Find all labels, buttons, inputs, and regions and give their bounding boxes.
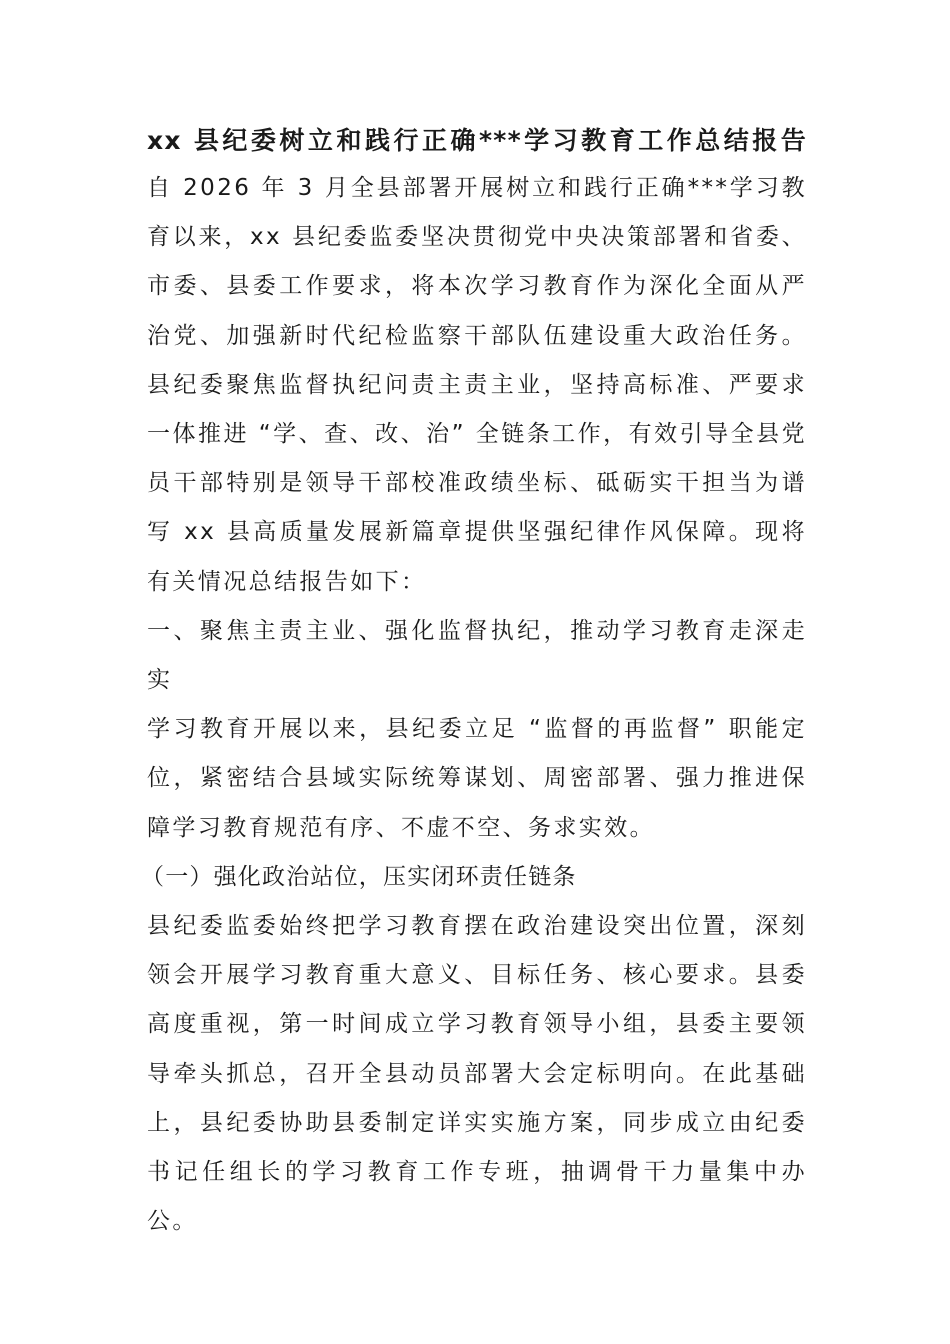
subsection-heading: （一）强化政治站位，压实闭环责任链条 [141, 863, 577, 890]
intro-paragraph: 自 2026 年 3 月全县部署开展树立和践行正确***学习教育以来，xx 县纪委监委坚决贯彻党中央决策部署和省委、市委、县委工作要求，将本次学习教育作为深化全面从严治党、加强新时代纪检监察干部队伍建设重大政治任务。县纪委聚焦监督执纪问责主责主业，坚持高标准、严要求一体推进 “学、查、改、治” 全链条工作，有效引导全县党员干部特别是领导干部校准政绩坐标、砥砺实干担当为谱写 xx 县高质量发展新篇章提供坚强纪律作风保障。现将有关情况总结报告如下： [147, 175, 807, 595]
subsection-paragraph: 县纪委监委始终把学习教育摆在政治建设突出位置，深刻领会开展学习教育重大意义、目标任务、核心要求。县委高度重视，第一时间成立学习教育领导小组，县委主要领导牵头抓总，召开全县动员部署大会定标明向。在此基础上，县纪委协助县委制定详实实施方案，同步成立由纪委书记任组长的学习教育工作专班，抽调骨干力量集中办公。 [147, 913, 807, 1235]
section-heading: 一、聚焦主责主业、强化监督执纪，推动学习教育走深走实 [147, 617, 807, 694]
document-title: xx 县纪委树立和践行正确***学习教育工作总结报告 [147, 126, 807, 155]
document-page [141, 118, 807, 1246]
section-paragraph: 学习教育开展以来，县纪委立足 “监督的再监督” 职能定位，紧密结合县域实际统筹谋划、周密部署、强力推进保障学习教育规范有序、不虚不空、务求实效。 [147, 716, 807, 841]
